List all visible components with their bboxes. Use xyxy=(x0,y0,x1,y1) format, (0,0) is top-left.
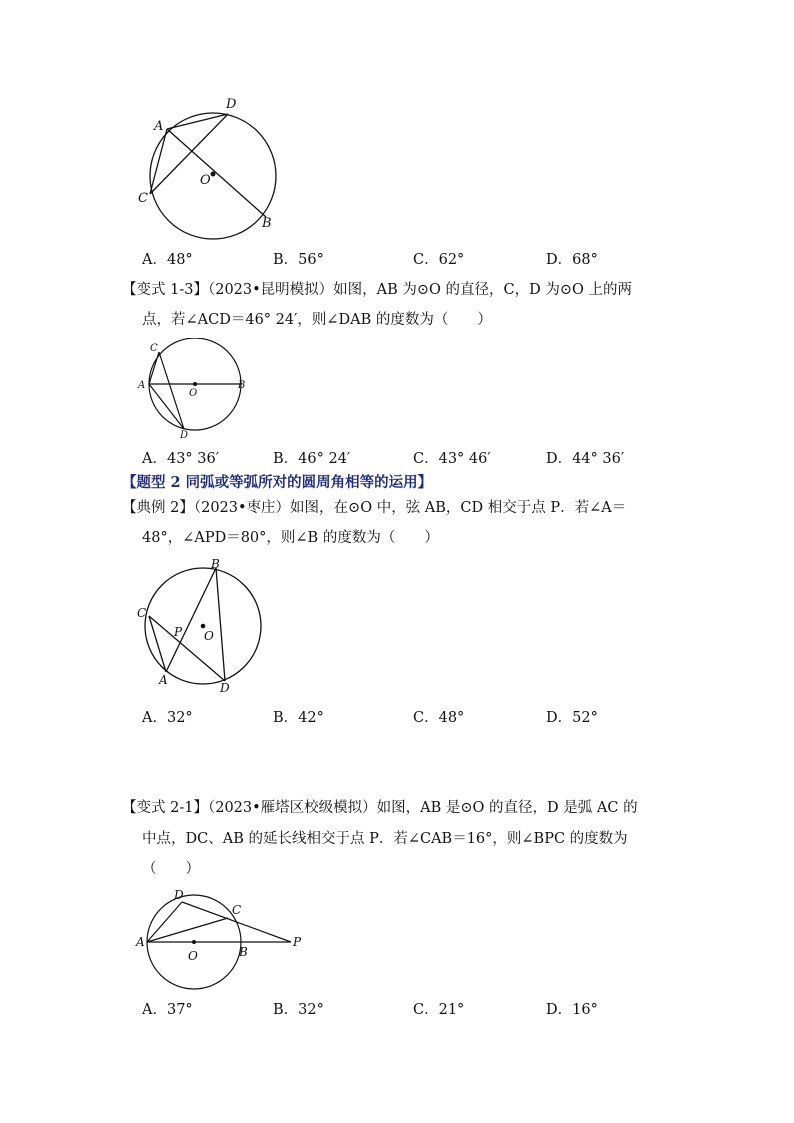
figure-circle-v13 xyxy=(132,338,252,442)
option-d[interactable]: D．16° xyxy=(546,1002,598,1018)
label-b: B xyxy=(238,380,246,391)
option-c[interactable]: C．21° xyxy=(413,1002,465,1018)
diameter-ab xyxy=(167,129,266,217)
figure-circle-v21 xyxy=(132,884,312,994)
question-ex2-line1: 【典例 2】（2023•枣庄）如图，在⊙O 中，弦 AB，CD 相交于点 P．若∠A＝ xyxy=(122,500,627,516)
label-d: D xyxy=(220,681,230,695)
label-o: O xyxy=(200,173,211,188)
label-d: D xyxy=(226,97,237,112)
label-a: A xyxy=(159,673,168,687)
option-d[interactable]: D．52° xyxy=(546,710,598,726)
label-a: A xyxy=(136,935,145,949)
question-v21-line3: （ ） xyxy=(142,861,200,877)
label-o: O xyxy=(188,949,198,963)
label-a: A xyxy=(154,119,164,134)
chord-ac xyxy=(150,129,167,194)
option-c[interactable]: C．43° 46′ xyxy=(413,451,491,467)
question-tag: 【变式 2-1】 xyxy=(122,800,208,816)
option-b[interactable]: B．46° 24′ xyxy=(273,451,351,467)
option-c[interactable]: C．48° xyxy=(413,710,465,726)
label-b: B xyxy=(211,557,220,571)
label-c: C xyxy=(138,191,148,206)
option-b[interactable]: B．42° xyxy=(273,710,324,726)
option-c[interactable]: C．62° xyxy=(413,252,465,268)
option-d[interactable]: D．68° xyxy=(546,252,598,268)
question-v21-line2: 中点，DC、AB 的延长线相交于点 P．若∠CAB＝16°，则∠BPC 的度数为 xyxy=(142,831,628,847)
section-title: 【题型 2 同弧或等弧所对的圆周角相等的运用】 xyxy=(122,474,433,491)
option-b[interactable]: B．32° xyxy=(273,1002,324,1018)
question-tag: 【变式 1-3】 xyxy=(122,282,208,298)
label-d: D xyxy=(180,430,189,441)
label-c: C xyxy=(137,606,147,620)
label-c: C xyxy=(232,903,242,917)
figure-circle-1 xyxy=(130,90,290,240)
label-a: A xyxy=(138,380,146,391)
option-b[interactable]: B．56° xyxy=(273,252,324,268)
center-dot xyxy=(211,172,216,177)
label-b: B xyxy=(239,945,248,959)
option-a[interactable]: A．48° xyxy=(142,252,193,268)
label-o: O xyxy=(189,388,198,399)
option-a[interactable]: A．32° xyxy=(142,710,193,726)
label-p: P xyxy=(174,625,183,639)
figure-circle-ex2 xyxy=(132,556,272,698)
label-o: O xyxy=(204,629,214,643)
option-a[interactable]: A．43° 36′ xyxy=(142,451,220,467)
label-d: D xyxy=(174,888,184,902)
label-c: C xyxy=(150,343,158,354)
label-b: B xyxy=(262,216,272,231)
question-v21-line1: 【变式 2-1】（2023•雁塔区校级模拟）如图，AB 是⊙O 的直径，D 是弧 AC 的 xyxy=(122,800,638,816)
question-v13-line2: 点，若∠ACD＝46° 24′，则∠DAB 的度数为（ ） xyxy=(142,312,492,328)
label-p: P xyxy=(293,935,302,949)
question-v13-line1: 【变式 1-3】（2023•昆明模拟）如图，AB 为⊙O 的直径，C，D 为⊙O 上的两 xyxy=(122,282,633,298)
question-ex2-line2: 48°，∠APD＝80°，则∠B 的度数为（ ） xyxy=(142,530,439,546)
chord-ad xyxy=(167,114,228,129)
option-d[interactable]: D．44° 36′ xyxy=(546,451,625,467)
question-tag: 【典例 2】 xyxy=(122,500,194,516)
option-a[interactable]: A．37° xyxy=(142,1002,193,1018)
